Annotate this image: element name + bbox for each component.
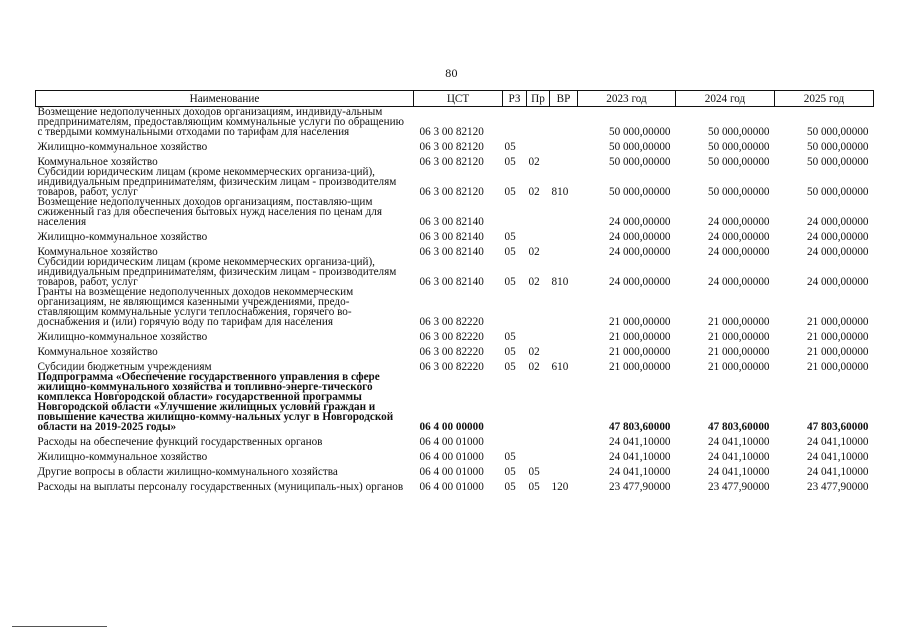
cell-pr: 02 — [528, 276, 540, 288]
cell-rz: 05 — [504, 331, 516, 343]
cell-vr — [550, 137, 578, 152]
table-row — [36, 107, 874, 138]
cell-pr: 02 — [528, 346, 540, 358]
cell-y2023: 21 000,00000 — [608, 316, 671, 328]
cell-cst: 06 3 00 82220 — [419, 346, 484, 358]
cell-y2025: 24 000,00000 — [806, 246, 869, 258]
cell-cst: 06 3 00 82140 — [419, 246, 484, 258]
cell-y2023: 50 000,00000 — [608, 126, 671, 138]
cell-rz: 05 — [504, 186, 516, 198]
cell-y2024: 21 000,00000 — [707, 331, 770, 343]
cell-y2023: 24 000,00000 — [608, 276, 671, 288]
cell-pr: 02 — [528, 246, 540, 258]
cell-cst: 06 4 00 01000 — [419, 481, 484, 493]
table-row — [36, 432, 874, 447]
cell-pr — [527, 372, 550, 432]
cell-y2023: 24 000,00000 — [608, 246, 671, 258]
cell-vr: 810 — [551, 186, 569, 198]
header-cst: ЦСТ — [414, 91, 503, 107]
cell-rz: 05 — [504, 451, 516, 463]
cell-vr — [550, 197, 578, 227]
cell-cst: 06 3 00 82220 — [419, 316, 484, 328]
cell-y2024: 23 477,90000 — [707, 481, 770, 493]
cell-name: Подпрограмма «Обеспечение государственного управления в сфере жилищно-коммунального хозяйства и топливно-энерге-тического комплекса Новгородской области» государственной программы Новгородской области «Улучшение жилищных условий граждан и повышение качества жилищно-комму-нальных услуг в Новгородской области на 2019-2025 годы» — [37, 371, 394, 433]
cell-rz: 05 — [504, 141, 516, 153]
cell-y2024: 24 000,00000 — [707, 216, 770, 228]
table-row — [36, 137, 874, 152]
cell-y2024: 47 803,60000 — [707, 421, 770, 433]
cell-y2024: 24 000,00000 — [707, 246, 770, 258]
cell-name: Коммунальное хозяйство — [37, 346, 158, 358]
cell-cst: 06 3 00 82140 — [419, 231, 484, 243]
cell-cst: 06 3 00 82120 — [419, 156, 484, 168]
table-row — [36, 227, 874, 242]
cell-name: Другие вопросы в области жилищно-коммунального хозяйства — [37, 466, 338, 478]
cell-vr — [550, 342, 578, 357]
cell-y2025: 24 000,00000 — [806, 276, 869, 288]
cell-y2023: 24 041,10000 — [608, 451, 671, 463]
table-row — [36, 257, 874, 287]
cell-pr: 05 — [528, 466, 540, 478]
cell-vr — [550, 227, 578, 242]
budget-table — [35, 90, 874, 492]
cell-pr — [527, 432, 550, 447]
cell-y2024: 24 041,10000 — [707, 436, 770, 448]
cell-y2025: 23 477,90000 — [806, 481, 869, 493]
cell-rz: 05 — [504, 156, 516, 168]
cell-pr — [527, 197, 550, 227]
cell-y2025: 24 041,10000 — [806, 466, 869, 478]
cell-name: Жилищно-коммунальное хозяйство — [37, 231, 208, 243]
cell-y2025: 21 000,00000 — [806, 316, 869, 328]
cell-rz: 05 — [504, 481, 516, 493]
header-2025: 2025 год — [775, 91, 874, 107]
table-row — [36, 197, 874, 227]
header-2024: 2024 год — [676, 91, 775, 107]
cell-vr — [550, 432, 578, 447]
cell-name: Субсидии бюджетным учреждениям — [37, 361, 212, 373]
cell-y2024: 50 000,00000 — [707, 156, 770, 168]
table-row — [36, 287, 874, 327]
cell-pr: 02 — [528, 361, 540, 373]
cell-vr: 610 — [551, 361, 569, 373]
cell-cst: 06 3 00 82220 — [419, 331, 484, 343]
cell-vr — [550, 447, 578, 462]
cell-y2023: 24 000,00000 — [608, 231, 671, 243]
header-vr: ВР — [550, 91, 578, 107]
cell-cst: 06 3 00 82140 — [419, 276, 484, 288]
table-body — [36, 107, 874, 493]
cell-pr — [527, 227, 550, 242]
table-row — [36, 167, 874, 197]
table-row — [36, 342, 874, 357]
cell-name: Жилищно-коммунальное хозяйство — [37, 141, 208, 153]
header-name: Наименование — [36, 91, 414, 107]
cell-y2023: 50 000,00000 — [608, 186, 671, 198]
table-row — [36, 327, 874, 342]
cell-pr — [527, 287, 550, 327]
cell-cst: 06 4 00 01000 — [419, 451, 484, 463]
cell-vr — [550, 287, 578, 327]
cell-pr — [527, 327, 550, 342]
cell-y2023: 50 000,00000 — [608, 156, 671, 168]
cell-pr — [527, 447, 550, 462]
cell-y2024: 24 041,10000 — [707, 466, 770, 478]
cell-name: Жилищно-коммунальное хозяйство — [37, 451, 208, 463]
cell-y2025: 21 000,00000 — [806, 331, 869, 343]
table-row — [36, 357, 874, 372]
cell-y2024: 21 000,00000 — [707, 361, 770, 373]
table-row — [36, 372, 874, 432]
cell-cst: 06 3 00 82220 — [419, 361, 484, 373]
cell-name: Коммунальное хозяйство — [37, 156, 158, 168]
cell-name: Расходы на выплаты персоналу государственных (муниципаль-ных) органов — [37, 481, 404, 493]
cell-rz — [503, 107, 527, 138]
cell-name: Расходы на обеспечение функций государственных органов — [37, 436, 323, 448]
cell-cst: 06 3 00 82140 — [419, 216, 484, 228]
cell-y2025: 24 041,10000 — [806, 436, 869, 448]
cell-name: Субсидии юридическим лицам (кроме некоммерческих организа-ций), индивидуальным предпринимателям, физическим лицам - производителям товаров, работ, услуг — [37, 166, 397, 198]
cell-vr: 810 — [551, 276, 569, 288]
cell-name: Коммунальное хозяйство — [37, 246, 158, 258]
cell-pr: 05 — [528, 481, 540, 493]
cell-y2024: 50 000,00000 — [707, 141, 770, 153]
cell-vr: 120 — [551, 481, 569, 493]
cell-name: Жилищно-коммунальное хозяйство — [37, 331, 208, 343]
cell-cst: 06 4 00 01000 — [419, 466, 484, 478]
cell-y2023: 50 000,00000 — [608, 141, 671, 153]
footer-divider — [12, 626, 107, 627]
cell-cst: 06 3 00 82120 — [419, 126, 484, 138]
cell-cst: 06 3 00 82120 — [419, 141, 484, 153]
cell-y2023: 24 000,00000 — [608, 216, 671, 228]
cell-rz — [503, 432, 527, 447]
cell-name: Возмещение недополученных доходов организациям, индивиду-альным предпринимателям, предоставляющим коммунальные услуги по обращению с твердыми коммунальными отходами по тарифам для населения — [37, 106, 404, 138]
cell-vr — [550, 327, 578, 342]
cell-rz: 05 — [504, 246, 516, 258]
cell-pr: 02 — [528, 186, 540, 198]
cell-rz: 05 — [504, 231, 516, 243]
table-row — [36, 462, 874, 477]
cell-pr: 02 — [528, 156, 540, 168]
table-row — [36, 447, 874, 462]
cell-y2025: 24 000,00000 — [806, 231, 869, 243]
cell-y2025: 24 000,00000 — [806, 216, 869, 228]
header-rz: РЗ — [503, 91, 527, 107]
cell-vr — [550, 462, 578, 477]
cell-name: Возмещение недополученных доходов организациям, поставляю-щим сжиженный газ для обеспечения бытовых нужд населения по ценам для населения — [37, 196, 382, 228]
page-number: 80 — [445, 66, 458, 80]
cell-rz: 05 — [504, 361, 516, 373]
cell-y2024: 50 000,00000 — [707, 186, 770, 198]
cell-y2023: 21 000,00000 — [608, 346, 671, 358]
cell-y2024: 50 000,00000 — [707, 126, 770, 138]
cell-y2023: 24 041,10000 — [608, 436, 671, 448]
cell-y2023: 21 000,00000 — [608, 331, 671, 343]
cell-name: Гранты на возмещение недополученных доходов некоммерческим организациям, не являющимся казенными учреждениями, предо-ставляющим коммунальные услуги теплоснабжения, горячего во-доснабжения и (или) горячую воду по тарифам для населения — [37, 286, 354, 328]
table-row — [36, 477, 874, 492]
cell-y2025: 50 000,00000 — [806, 141, 869, 153]
cell-y2025: 50 000,00000 — [806, 186, 869, 198]
cell-cst: 06 4 00 01000 — [419, 436, 484, 448]
cell-y2024: 21 000,00000 — [707, 316, 770, 328]
cell-pr — [527, 137, 550, 152]
cell-y2025: 21 000,00000 — [806, 361, 869, 373]
cell-y2025: 21 000,00000 — [806, 346, 869, 358]
cell-rz — [503, 372, 527, 432]
cell-rz: 05 — [504, 346, 516, 358]
cell-rz — [503, 197, 527, 227]
cell-y2025: 50 000,00000 — [806, 156, 869, 168]
header-2023: 2023 год — [578, 91, 676, 107]
cell-pr — [527, 107, 550, 138]
cell-y2023: 24 041,10000 — [608, 466, 671, 478]
cell-y2024: 24 000,00000 — [707, 231, 770, 243]
cell-vr — [550, 242, 578, 257]
cell-y2025: 47 803,60000 — [806, 421, 869, 433]
cell-vr — [550, 152, 578, 167]
cell-cst: 06 3 00 82120 — [419, 186, 484, 198]
cell-vr — [550, 107, 578, 138]
cell-name: Субсидии юридическим лицам (кроме некоммерческих организа-ций), индивидуальным предпринимателям, физическим лицам - производителям товаров, работ, услуг — [37, 256, 397, 288]
cell-y2025: 24 041,10000 — [806, 451, 869, 463]
table-row — [36, 152, 874, 167]
cell-y2024: 24 000,00000 — [707, 276, 770, 288]
header-pr: Пр — [527, 91, 550, 107]
table-header-row — [36, 91, 874, 107]
cell-rz: 05 — [504, 466, 516, 478]
cell-rz: 05 — [504, 276, 516, 288]
cell-rz — [503, 287, 527, 327]
table-row — [36, 242, 874, 257]
cell-y2024: 21 000,00000 — [707, 346, 770, 358]
cell-y2023: 23 477,90000 — [608, 481, 671, 493]
cell-y2025: 50 000,00000 — [806, 126, 869, 138]
cell-vr — [550, 372, 578, 432]
cell-cst: 06 4 00 00000 — [419, 421, 484, 433]
cell-y2023: 47 803,60000 — [608, 421, 671, 433]
cell-y2024: 24 041,10000 — [707, 451, 770, 463]
cell-y2023: 21 000,00000 — [608, 361, 671, 373]
